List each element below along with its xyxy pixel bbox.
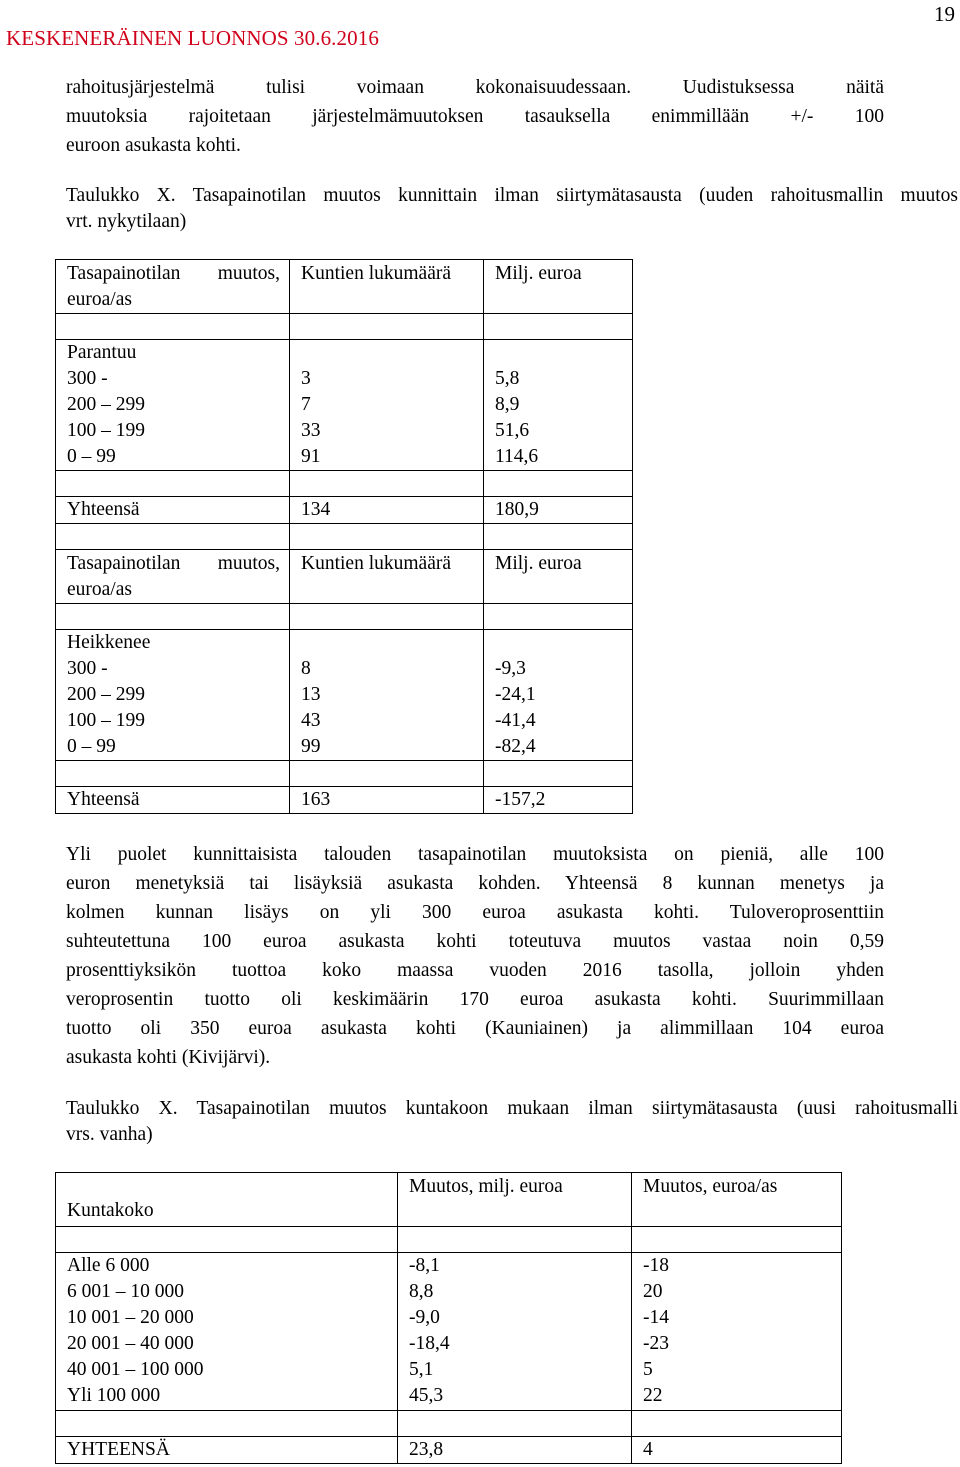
total-label: YHTEENSÄ (56, 1437, 398, 1464)
spacer-row (56, 314, 633, 340)
header-text: Tasapainotilan muutos, (67, 263, 280, 284)
count-column (290, 340, 484, 471)
spacer-row (56, 604, 633, 630)
section-label: Heikkenee (67, 632, 151, 653)
range-cell: 100 – 199 (67, 420, 145, 441)
header-text: euroa/as (67, 289, 132, 310)
total-row (56, 497, 633, 524)
millions-cell: -18,4 (409, 1333, 450, 1354)
body-line: suhteutettuna 100 euroa asukasta kohti toteutuva muutos vastaa noin 0,59 (66, 931, 884, 952)
range-column (56, 630, 290, 761)
amount-cell: -41,4 (495, 710, 536, 731)
size-column (56, 1253, 398, 1411)
count-cell: 7 (301, 394, 311, 415)
per-capita-cell: -14 (643, 1307, 669, 1328)
size-cell: Yli 100 000 (67, 1385, 161, 1406)
count-cell: 33 (301, 420, 321, 441)
millions-cell: 5,1 (409, 1359, 434, 1380)
spacer-row (56, 524, 633, 550)
range-cell: 0 – 99 (67, 736, 116, 757)
total-row (56, 787, 633, 814)
header-cell: Kuntakoko (56, 1173, 398, 1227)
draft-header: KESKENERÄINEN LUONNOS 30.6.2016 (6, 26, 379, 50)
amount-cell: -82,4 (495, 736, 536, 757)
amount-cell: 5,8 (495, 368, 520, 389)
count-cell: 91 (301, 446, 321, 467)
total-amount: 180,9 (484, 497, 633, 524)
body-line: asukasta kohti (Kivijärvi). (66, 1047, 271, 1068)
count-cell: 3 (301, 368, 311, 389)
table-header-row (56, 1173, 842, 1227)
table1-caption (66, 183, 958, 235)
millions-cell: -8,1 (409, 1255, 440, 1276)
table-header-row (56, 260, 633, 314)
amount-cell: 51,6 (495, 420, 530, 441)
count-cell: 13 (301, 684, 321, 705)
table-weakens (55, 523, 633, 814)
header-cell: Kuntien lukumäärä (290, 550, 484, 604)
caption-line: Taulukko X. Tasapainotilan muutos kunnittain ilman siirtymätasausta (uuden rahoitusmallin muutos (66, 185, 958, 206)
per-capita-cell: -23 (643, 1333, 669, 1354)
body-line: Yli puolet kunnittaisista talouden tasapainotilan muutoksista on pieniä, alle 100 (66, 844, 884, 865)
total-millions: 23,8 (398, 1437, 632, 1464)
range-cell: 300 - (67, 658, 108, 679)
section-label: Parantuu (67, 342, 137, 363)
range-cell: 200 – 299 (67, 684, 145, 705)
per-capita-column (632, 1253, 842, 1411)
spacer-row (56, 471, 633, 497)
total-amount: -157,2 (484, 787, 633, 814)
intro-line: rahoitusjärjestelmä tulisi voimaan kokonaisuudessaan. Uudistuksessa näitä (66, 77, 884, 98)
spacer-row (56, 761, 633, 787)
data-block (56, 340, 633, 471)
header-cell (56, 260, 290, 314)
total-label: Yhteensä (56, 787, 290, 814)
millions-cell: 45,3 (409, 1385, 444, 1406)
size-cell: 6 001 – 10 000 (67, 1281, 184, 1302)
size-cell: 40 001 – 100 000 (67, 1359, 204, 1380)
page-number: 19 (934, 2, 955, 26)
spacer-row (56, 1411, 842, 1437)
header-cell: Milj. euroa (484, 260, 633, 314)
per-capita-cell: 22 (643, 1385, 663, 1406)
range-cell: 300 - (67, 368, 108, 389)
count-cell: 8 (301, 658, 311, 679)
millions-cell: -9,0 (409, 1307, 440, 1328)
table-municipality-size (55, 1172, 842, 1464)
intro-line: euroon asukasta kohti. (66, 135, 241, 156)
range-column (56, 340, 290, 471)
count-cell: 99 (301, 736, 321, 757)
data-block (56, 630, 633, 761)
header-cell: Kuntien lukumäärä (290, 260, 484, 314)
header-cell (56, 550, 290, 604)
body-paragraph (66, 840, 884, 1072)
table-improves (55, 259, 633, 524)
spacer-row (56, 1227, 842, 1253)
count-cell: 43 (301, 710, 321, 731)
body-line: kolmen kunnan lisäys on yli 300 euroa asukasta kohti. Tuloveroprosenttiin (66, 902, 884, 923)
amount-column (484, 340, 633, 471)
caption-line: vrs. vanha) (66, 1124, 153, 1145)
header-cell: Muutos, milj. euroa (398, 1173, 632, 1227)
total-per-capita: 4 (632, 1437, 842, 1464)
amount-cell: -24,1 (495, 684, 536, 705)
size-cell: Alle 6 000 (67, 1255, 150, 1276)
body-line: prosenttiyksikön tuottoa koko maassa vuoden 2016 tasolla, jolloin yhden (66, 960, 884, 981)
range-cell: 200 – 299 (67, 394, 145, 415)
total-count: 134 (290, 497, 484, 524)
table-header-row (56, 550, 633, 604)
per-capita-cell: 5 (643, 1359, 653, 1380)
caption-line: vrt. nykytilaan) (66, 211, 187, 232)
header-text: euroa/as (67, 579, 132, 600)
body-line: tuotto oli 350 euroa asukasta kohti (Kauniainen) ja alimmillaan 104 euroa (66, 1018, 884, 1039)
amount-cell: -9,3 (495, 658, 526, 679)
range-cell: 0 – 99 (67, 446, 116, 467)
per-capita-cell: -18 (643, 1255, 669, 1276)
per-capita-cell: 20 (643, 1281, 663, 1302)
amount-cell: 114,6 (495, 446, 539, 467)
body-line: veroprosentin tuotto oli keskimäärin 170 euroa asukasta kohti. Suurimmillaan (66, 989, 884, 1010)
millions-column (398, 1253, 632, 1411)
size-cell: 20 001 – 40 000 (67, 1333, 194, 1354)
intro-paragraph (66, 73, 884, 160)
size-cell: 10 001 – 20 000 (67, 1307, 194, 1328)
table3-caption (66, 1096, 958, 1148)
body-line: euron menetyksiä tai lisäyksiä asukasta kohden. Yhteensä 8 kunnan menetys ja (66, 873, 884, 894)
total-row (56, 1437, 842, 1464)
millions-cell: 8,8 (409, 1281, 434, 1302)
header-cell: Milj. euroa (484, 550, 633, 604)
caption-line: Taulukko X. Tasapainotilan muutos kuntakoon mukaan ilman siirtymätasausta (uusi rahoitusmalli (66, 1098, 958, 1119)
count-column (290, 630, 484, 761)
header-text: Tasapainotilan muutos, (67, 553, 280, 574)
total-count: 163 (290, 787, 484, 814)
range-cell: 100 – 199 (67, 710, 145, 731)
intro-line: muutoksia rajoitetaan järjestelmämuutoksen tasauksella enimmillään +/- 100 (66, 106, 884, 127)
header-cell: Muutos, euroa/as (632, 1173, 842, 1227)
data-block (56, 1253, 842, 1411)
amount-column (484, 630, 633, 761)
amount-cell: 8,9 (495, 394, 520, 415)
total-label: Yhteensä (56, 497, 290, 524)
